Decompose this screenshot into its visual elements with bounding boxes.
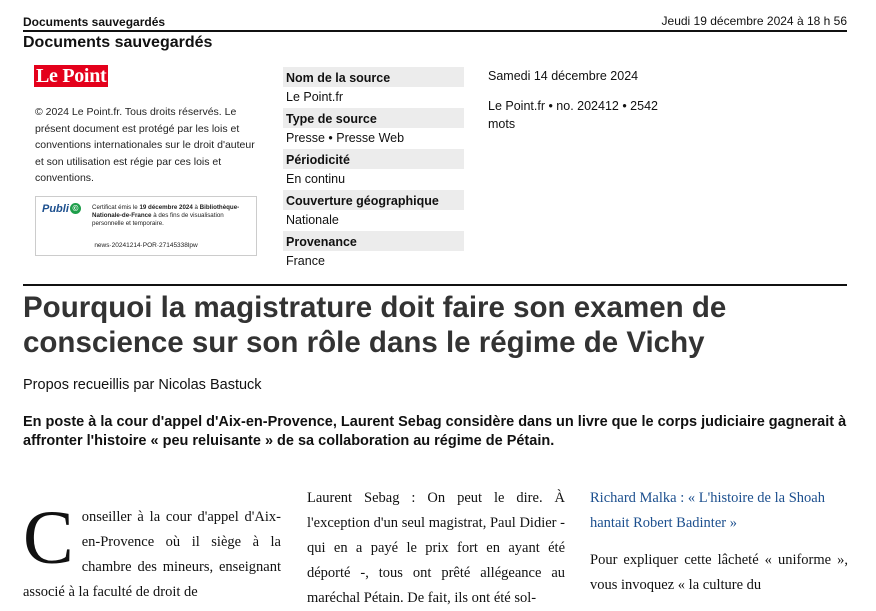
meta-label-source-type: Type de source — [283, 108, 464, 128]
publi-logo — [42, 203, 81, 215]
meta-label-source-name: Nom de la source — [283, 67, 464, 87]
meta-value-origin: France — [286, 254, 325, 268]
certificate-text-prefix: Certificat émis le — [92, 204, 140, 211]
certificate-text-suffix: à des fins de visualisation personnelle et temporaire. — [92, 212, 224, 227]
article-headline: Pourquoi la magistrature doit faire son examen de conscience sur son rôle dans le régime de Vichy — [23, 291, 727, 359]
article-column-1 — [23, 496, 281, 605]
publi-logo-text: Publi — [42, 203, 69, 215]
copyright-circle-icon: © — [70, 203, 81, 214]
publication-info: Le Point.fr • no. 202412 • 2542 mots — [488, 99, 658, 131]
column-3-text: Pour expliquer cette lâcheté « uniforme », vous invoquez « la culture du — [590, 552, 848, 593]
drop-cap: C — [23, 496, 74, 580]
certificate-code: news·20241214·POR·27145338lpw — [94, 242, 198, 249]
section-title: Documents sauvegardés — [23, 34, 213, 51]
meta-value-coverage: Nationale — [286, 213, 339, 227]
related-article-link[interactable]: Richard Malka : « L'histoire de la Shoah hantait Robert Badinter » — [590, 490, 825, 531]
top-header — [23, 13, 847, 32]
meta-label-coverage: Couverture géographique — [283, 190, 464, 210]
article-column-3 — [590, 486, 848, 598]
article-lead: En poste à la cour d'appel d'Aix-en-Provence, Laurent Sebag considère dans un livre que le corps judiciaire gagnerait à affronter l'histoire « peu reluisante » de sa collaboration au régime de Pétain. — [23, 414, 847, 449]
column-1-text: onseiller à la cour d'appel d'Aix-en-Provence où il siège à la chambre des mineurs, enseignant associé à la faculté de droit de — [23, 509, 281, 600]
section-divider — [23, 284, 847, 286]
article-column-2: Laurent Sebag : On peut le dire. À l'exception d'un seul magistrat, Paul Didier - qui en a payé le prix fort en ayant été déporté -, tous ont prêté allégeance au maréchal Pétain. De fait, ils ont été sol- — [307, 490, 565, 606]
le-point-logo: Le Point — [36, 65, 107, 87]
certificate-box — [35, 196, 257, 256]
certificate-date: 19 décembre 2024 — [139, 204, 193, 211]
meta-value-source-name: Le Point.fr — [286, 90, 343, 104]
header-datetime: Jeudi 19 décembre 2024 à 18 h 56 — [661, 14, 847, 28]
header-title: Documents sauvegardés — [23, 15, 166, 29]
article-byline: Propos recueillis par Nicolas Bastuck — [23, 377, 262, 393]
publication-date: Samedi 14 décembre 2024 — [488, 69, 639, 83]
copyright-notice: © 2024 Le Point.fr. Tous droits réservés. Le présent document est protégé par les lois et conventions internationales sur le droit d'auteur et son utilisation est régie par ces lois et conventions. — [35, 106, 255, 184]
certificate-text — [92, 204, 254, 228]
meta-value-periodicity: En continu — [286, 172, 346, 186]
certificate-text-mid: à — [192, 204, 200, 211]
meta-label-periodicity: Périodicité — [283, 149, 464, 169]
source-metadata-table — [283, 66, 464, 271]
meta-label-origin: Provenance — [283, 231, 464, 251]
certificate-library: Bibliothèque-Nationale-de-France — [92, 204, 240, 219]
meta-value-source-type: Presse • Presse Web — [286, 131, 405, 145]
